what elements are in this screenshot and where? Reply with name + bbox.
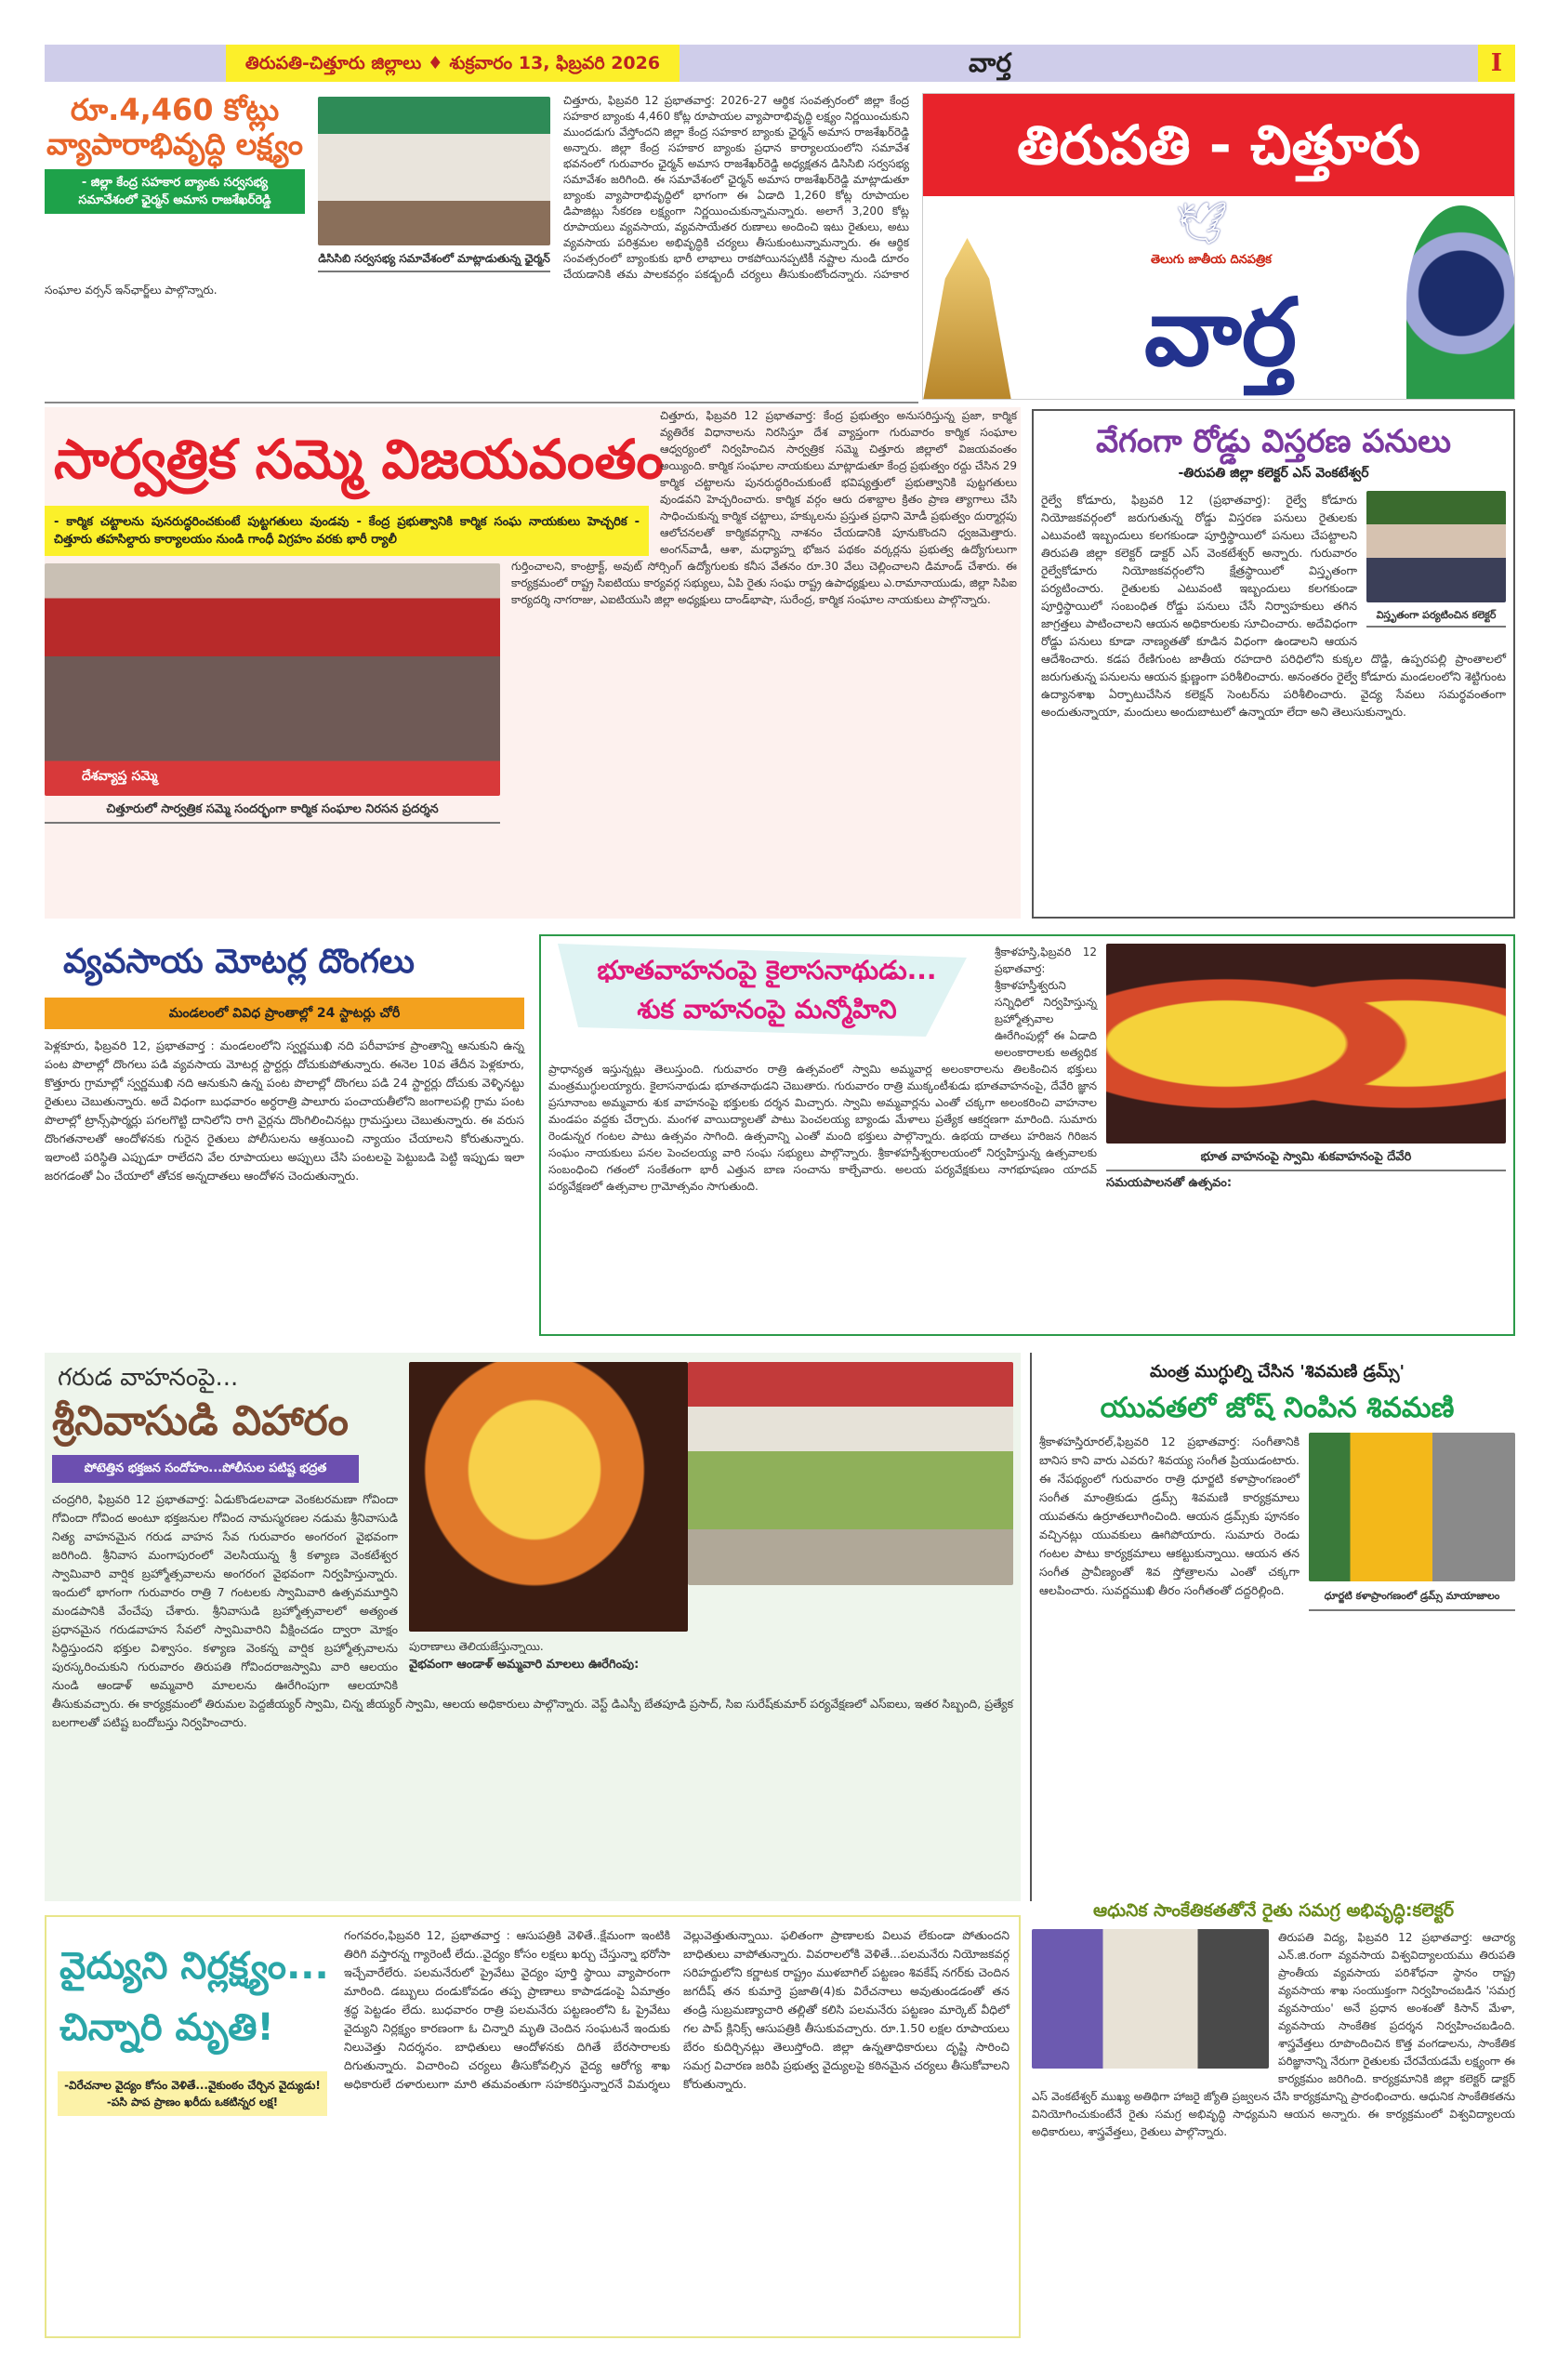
doctor-body: గంగవరం,ఫిబ్రవరి 12, ప్రభాతవార్త : ఆసుపత్రికి వెళితే..క్షేమంగా ఇంటికి తిరిగి వస్తారన్న గ్యారెంటీ లేదు..వైద్యం కోసం లక్షలు ఖర్చు చేస్తున్నా భరోసా ఇచ్చేవారేలేరు. పలమనేరులో ప్రైవేటు వైద్యం పూర్తి స్థాయి వ్యాపారంగా మారింది. డబ్బులు దండుకోవడం తప్ప ప్రాణాలు కాపాడడంపై ఏమాత్రం శ్రద్ధ పెట్టడం లేదు. బుధవారం రాత్రి పలమనేరు పట్టణంలోని ఓ ప్రైవేటు వైద్యుని నిర్లక్ష్యం కారణంగా ఓ చిన్నారి మృతి చెందిన సంఘటనే ఇందుకు నిలువెత్తు నిదర్శనం. బాధితులు ఆందోళనకు దిగితే బేరసారాలకు దిగుతున్నారు. విచారించి చర్యలు తీసుకోవల్సిన వైద్య ఆరోగ్య శాఖ అధికారులే దళారులుగా మారి తమవంతుగా సహకరిస్తున్నారనే విమర్శలు వెల్లువెత్తుతున్నాయి. ఫలితంగా ప్రాణాలకు విలువ లేకుండా పోతుందని బాధితులు వాపోతున్నారు. వివరాలలోకి వెళితే...పలమనేరు నియోజకవర్గ సరిహద్దులోని కర్ణాటక రాష్ట్రం ముళబాగిల్ పట్టణం శివకేష్ నగర్‌కు చెందిన జగదీష్ తన కుమార్తె ప్రజాతి(4)కు విరేచనాలు అవుతుండడంతో తన తండ్రి సుబ్రమణ్యాచారి తల్లితో కలిసి పలమనేరు పట్టణం మార్కెట్ వీధిలో గల పాప్ క్లినిక్స్ ఆసుపత్రికి తీసుకువచ్చారు. రూ.1.50 లక్షల రూపాయలు బేరం కుదిర్చినట్లు తెలుస్తోంది. జిల్లా ఉన్నతాధికారులు దృష్టి సారించి సమగ్ర విచారణ జరిపి ప్రభుత్వ వైద్యులపై కఠినమైన చర్యలు తీసుకోవాలని కోరుతున్నారు. [344, 1928, 1009, 2091]
garuda-body: చంద్రగిరి, ఫిబ్రవరి 12 ప్రభాతవార్త: ఏడుకొండలవాడా వెంకటరమణా గోవిందా గోవిందా గోవింద అంటూ భక్తజనుల గోవింద నామస్మరణల నడుమ శ్రీనివాసుడి నిత్య వాహనమైన గరుడ వాహన సేవ గురువారం అంగరంగ వైభవంగా జరిగింది. శ్రీనివాస మంగాపురంలో వెలసియున్న శ్రీ కళ్యాణ వెంకటేశ్వర స్వామివారి వార్షిక బ్రహ్మోత్సవాలను అంగరంగ వైభవంగా నిర్వహిస్తున్నారు. ఇందులో భాగంగా గురువారం రాత్రి 7 గంటలకు స్వామివారి ఉత్సవమూర్తిని మండపానికి వేంచేపు చేశారు. శ్రీనివాసుడి బ్రహ్మోత్సవాలలో అత్యంత ప్రధానమైన గరుడవాహన సేవలో స్వామివారిని వీక్షించడం ద్వారా మోక్షం సిద్ధిస్తుందని భక్తుల విశ్వాసం. కళ్యాణ వెంకన్న వార్షిక బ్రహ్మోత్సవాలను పురస్కరించుకుని గురువారం తిరుపతి గోవిందరాజస్వామి వారి ఆలయం నుండి ఆండాళ్ అమ్మవారి మాలలను ఊరేగింపుగా ఆలయానికి తీసుకువచ్చారు. ఈ కార్యక్రమంలో తిరుమల పెద్దజీయ్యర్ స్వామి, చిన్న జీయ్యర్ స్వామి, ఆలయ అధికారులు పాల్గొన్నారు. వెస్ట్ డిఎస్పీ బేతపూడి ప్రసాద్, సిఐ సురేష్‌కుమార్ పర్యవేక్షణలో ఎస్ఐలు, ఇతర సిబ్బంది, ప్రత్యేక బలగాలతో పటిష్ట బందోబస్తు నిర్వహించారు. [52, 1492, 1013, 1729]
vahanam-photo [1106, 944, 1506, 1144]
bank-headline-block [45, 93, 305, 214]
kisan-mela-photo [1032, 1929, 1269, 2069]
devotees-group-photo [688, 1362, 1013, 1585]
headline-line: వైద్యుని నిర్లక్ష్యం... [59, 1945, 329, 1988]
road-headline: వేగంగా రోడ్డు విస్తరణ పనులు [1095, 423, 1452, 460]
bank-headline [45, 93, 305, 162]
strike-headline-block [45, 407, 664, 556]
page-number: I [1478, 45, 1515, 82]
rally-banner-text: దేశవ్యాప్త సమ్మె [82, 769, 158, 784]
strike-headline: సార్వత్రిక సమ్మె విజయవంతం [54, 428, 664, 491]
kailasa-body: శ్రీకాళహస్తి,ఫిబ్రవరి 12 ప్రభాతవార్త: శ్రీకాళహస్తీశ్వరుని సన్నిధిలో నిర్వహిస్తున్న బ్రహ్మోత్సవాల ఊరేగింపుల్లో ఈ ఏడాది అలంకారాలకు అత్యధిక ప్రాధాన్యత ఇస్తున్నట్లు తెలుస్తుంది. గురువారం రాత్రి ఉత్సవంలో స్వామి అమ్మవార్ల అలంకారాలను తిలకించిన భక్తులు మంత్రముగ్ధులయ్యారు. కైలాసనాథుడు భూతనాథుడని చెబుతారు. గురువారం రాత్రి ముక్కంటీశుడు భూతవాహనంపై, దేవేరి జ్ఞాన ప్రసూనాంబ అమ్మవారు శుక వాహనంపై భక్తులకు దర్శన మిచ్చారు. స్వామి అమ్మవార్లను ఎంతో చక్కగా అలంకరించి వాహనాల మండపం వద్దకు చేర్చారు. మంగళ వాయిద్యాలతో పాటు పెంచలయ్య బ్యాండు మేళాలు ప్రత్యేక ఆకర్షణగా మారింది. సుమారు రెండున్నర గంటల పాటు ఉత్సవం సాగింది. ఉత్సవాన్ని ఎంతో మంది భక్తులు పాల్గొన్నారు. ఉభయ దాతలు హరిజన గిరిజన సంఘం నాయకులు పనల పెంచలయ్య వారి సంఘ సభ్యులు పాల్గొన్నారు. శ్రీకాళహస్తీశ్వరాలయంలో నిర్వహిస్తున్న ఉత్సవాలకు సంబంధించి గతంలో సంకేతంగా భారీ ఎత్తున బాణ సంచాను కాల్చేవారు. అలయ పర్యవేక్షకులు నాగభూషణం యాదవ్ పర్యవేక్షణలో ఉత్సవాల గ్రామోత్సవం సాగుతుంది. [548, 945, 1097, 1193]
masthead-title: తిరుపతి - చిత్తూరు [923, 94, 1514, 196]
collector-photo-caption: విస్తృతంగా పర్యటించిన కలెక్టర్ [1366, 608, 1506, 628]
strike-subhead: - కార్మిక చట్టాలను పునరుద్ధరించకుంటే పుట్టగతులు వుండవు - కేంద్ర ప్రభుత్వానికి కార్మిక సంఘ నాయకులు హెచ్చరిక - చిత్తూరు తహసిల్దారు కార్యాలయం నుండి గాంధీ విగ్రహం వరకు భారీ ర్యాలీ [45, 506, 649, 556]
collector-photo-block [1366, 491, 1506, 628]
headline-line: రూ.4,460 కోట్లు [70, 92, 280, 127]
sivamani-body: శ్రీకాళహస్తిరూరల్,ఫిబ్రవరి 12 ప్రభాతవార్త: సంగీతానికి బానిస కాని వారు ఎవరు? శివయ్య సంగీత ప్రియుడంటారు. ఈ నేపథ్యంలో గురువారం రాత్రి ధూర్జటి కళాప్రాంగణంలో సంగీత మాంత్రికుడు డ్రమ్స్ శివమణి కార్యక్రమాలు యువతను ఉర్రూతలూగించింది. ఆయన డ్రమ్స్‌కు పూనకం వచ్చినట్లు యువకులు ఊగిపోయారు. సుమారు రెండు గంటల పాటు కార్యక్రమాలు ఆకట్టుకున్నాయి. ఆయన తన సంగీత ప్రావీణ్యంతో శివ స్తోత్రాలను ఎంతో చక్కగా ఆలపించారు. సువర్ణముఖి తీరం సంగీతంతో దద్దరిల్లింది. [1039, 1434, 1300, 1597]
headline-line: వ్యాపారాభివృద్ధి లక్ష్యం [46, 126, 303, 162]
motors-body: పెళ్లకూరు, ఫిబ్రవరి 12, ప్రభాతవార్త : మండలంలోని స్వర్ణముఖి నది పరీవాహక ప్రాంతాన్ని ఆనుకుని ఉన్న పంట పొలాల్లో దొంగలు పడి వ్యవసాయ మోటర్ల స్టార్టర్లు దోచుకుపోతున్నారు. ఈనెల 10వ తేదీన పెళ్లకూరు, కొత్తూరు గ్రామాల్లో స్వర్ణముఖి నది ఆనుకుని ఉన్న పంట పొలాల్లో దొంగలు పడి 24 స్టార్టర్లు దోచుకు వెళ్ళినట్టు రైతులు చెబుతున్నారు. అదే విధంగా బుధవారం అర్ధరాత్రి పాలూరు పంచాయతీలోని జంగాలపల్లి గ్రామ పంట పొలాల్లో ట్రాన్స్‌ఫార్మర్లు పగలగొట్టి దానిలోని రాగి వైర్లను దొంగిలించినట్లు గ్రామస్తులు చెబుతున్నారు. ఈ వరుస దొంగతనాలతో ఆందోళనకు గురైన రైతులు పోలీసులను ఆశ్రయించి న్యాయం చేయాలని కోరుతున్నారు. ఇలాంటి పరిస్థితి ఎప్పుడూ రాలేదని వేల రూపాయలు అప్పులు చేసి పంటలపై పెట్టుబడి పెట్టి ఇప్పుడు ఇలా జరగడంతో ఏం చేయాలో తోచక అన్నదాతలు ఆందోళన చెందుతున్నారు. [45, 1038, 524, 1183]
rally-photo-caption: చిత్తూరులో సార్వత్రిక సమ్మె సందర్భంగా కార్మిక సంఘాల నిరసన ప్రదర్శన [45, 801, 500, 824]
drummer-photo-caption: ధూర్జటి కళాప్రాంగణంలో డ్రమ్స్ మాయాజాలం [1309, 1587, 1515, 1611]
motors-headline: వ్యవసాయ మోటర్ల దొంగలు [63, 943, 415, 981]
garuda-headline: శ్రీనివాసుడి విహారం [52, 1397, 349, 1445]
subhead-line: -పసి పాప ప్రాణం ఖరీదు ఒకటిన్నర లక్ష! [106, 2096, 279, 2109]
dateline: తిరుపతి-చిత్తూరు జిల్లాలు ♦ శుక్రవారం 13, ఫిబ్రవరి 2026 [226, 45, 680, 82]
vahanam-photo-block [1106, 944, 1506, 1192]
garuda-photos-block [409, 1362, 1013, 1674]
shiva-lingam-image [1406, 205, 1515, 400]
rally-photo [45, 563, 500, 796]
garuda-vahanam-photo [409, 1362, 688, 1632]
drummer-photo-block [1309, 1433, 1515, 1611]
bank-photo-block [318, 97, 550, 272]
kailasa-subheading: సమయపాలనతో ఉత్సవం: [1106, 1176, 1233, 1190]
doctor-headline [59, 1936, 329, 2058]
drummer-photo [1309, 1433, 1515, 1581]
kailasa-flow [541, 936, 1513, 1202]
strike-body: చిత్తూరు, ఫిబ్రవరి 12 ప్రభాతవార్త: కేంద్ర ప్రభుత్వం అనుసరిస్తున్న ప్రజా, కార్మిక వ్యతిరేక విధానాలను నిరసిస్తూ దేశ వ్యాప్తంగా గురువారం కార్మిక సంఘాల ఆధ్వర్యంలో నిర్వహించిన సార్వత్రిక సమ్మె చిత్తూరు జిల్లాలో విజయవంతం అయ్యింది. కార్మిక సంఘాల నాయకులు మాట్లాడుతూ కేంద్ర ప్రభుత్వం రద్దు చేసిన 29 కార్మిక చట్టాలను పునరుద్ధరించుకుంటే భవిష్యత్తులో ప్రభుత్వానికి పుట్టగతులు వుండవని హెచ్చరించారు. కార్మిక వర్గం ఆరు దశాబ్దాల క్రితం ప్రాణ త్యాగాలు చేసి సాధించుకున్న కార్మిక చట్టాలు, హక్కులను ప్రస్తుత ప్రధాని మోడీ ప్రభుత్వం దుర్మార్గపు ఆలోచనలతో కార్మికవర్గాన్ని నాశనం చేయడానికి పూనుకొందని ధ్వజమెత్తారు. అంగన్‌వాడీ, ఆశా, మధ్యాహ్న భోజన పథకం వర్కర్లను ప్రభుత్వ ఉద్యోగులుగా గుర్తించాలని, కాంట్రాక్ట్, అవుట్ సోర్సింగ్ ఉద్యోగులకు కనీస వేతనం రూ.30 వేలు చెల్లించాలని డిమాండ్ చేశారు. ఈ కార్యక్రమంలో రాష్ట్ర సిఐటియు కార్యవర్గ సభ్యులు, ఏపి రైతు సంఘ రాష్ట్ర ఉపాధ్యక్షులు ఎ.రామానాయుడు, జిల్లా సిపిఐ కార్యదర్శి నాగరాజు, ఎఐటియుసి జిల్లా అధ్యక్షులు దాండ్‌భాషా, సురేంద్ర, కార్మిక సంఘాల నాయకులు పాల్గొన్నారు. [511, 409, 1017, 606]
headline-line: భూతవాహనంపై కైలాసనాథుడు... [597, 955, 937, 985]
bank-body: చిత్తూరు, ఫిబ్రవరి 12 ప్రభాతవార్త: 2026-27 ఆర్థిక సంవత్సరంలో జిల్లా కేంద్ర సహకార బ్యాంకు 4,460 కోట్ల రూపాయల వ్యాపారాభివృద్ధి లక్ష్యం నిర్ణయించుకుని ముందడుగు వేస్తోందని జిల్లా కేంద్ర సహకార బ్యాంకు ఛైర్మన్ అమాస రాజశేఖర్‌రెడ్డి అన్నారు. జిల్లా కేంద్ర సహకార బ్యాంకు ప్రధాన కార్యాలయంలోని సమావేశ భవనంలో గురువారం ఛైర్మన్ అమాస రాజశేఖర్‌రెడ్డి అధ్యక్షతన డిసిసిబి సర్వసభ్య సమావేశం జరిగింది. ఈ సమావేశంలో ఛైర్మన్ అమాస రాజశేఖర్‌రెడ్డి మాట్లాడుతూ బ్యాంకు వ్యాపారాభివృద్ధిలో భాగంగా ఈ ఏడాది 1,260 కోట్ల రూపాయల డిపాజిట్లు సేకరణ లక్ష్యంగా నిర్ణయించుకున్నామన్నారు. అలాగే 3,200 కోట్ల రూపాయలు వ్యవసాయ, వ్యవసాయేతర రుణాలు అందించి ఇటు రైతులు, అటు వ్యవసాయ పరిశ్రమల అభివృద్ధికి చర్యలు తీసుకుంటున్నామన్నారు. ఈ ఆర్థిక సంవత్సరంలో బ్యాంకుకు భారీ లాభాలు రాకపోయినప్పటికీ నష్టాల నుండి దూరం చేయడానికి తమ పాలకవర్గం పకడ్బందీ చర్యలు తీసుకుంటోందన్నారు. సహకార సంఘాల వర్సన్ ఇన్‌ఛార్జ్‌లు పాల్గొన్నారు. [45, 94, 909, 297]
farmer-flow [1032, 1929, 1515, 2141]
sivamani-flow [1039, 1433, 1515, 1600]
strike-photo-block [45, 563, 500, 824]
bank-meeting-photo [318, 97, 550, 245]
dove-icon: 🕊 [1176, 200, 1228, 247]
subhead-line: -విరేచనాల వైద్యం కోసం వెళితే...వైకుంఠం చేర్చిన వైద్యుడు! [64, 2079, 321, 2092]
strike-story [45, 407, 1017, 824]
garuda-flow [45, 1353, 1021, 1741]
masthead [922, 93, 1515, 400]
vahanam-photo-caption: భూత వాహనంపై స్వామి శుకవాహనంపై దేవేరి [1106, 1149, 1506, 1171]
masthead-tagline: తెలుగు జాతీయ దినపత్రిక [1151, 253, 1272, 267]
road-story [1032, 409, 1515, 919]
garuda-subheading: వైభవంగా ఆండాళ్ అమ్మవారి మాలలు ఊరేగింపు: [409, 1658, 640, 1672]
road-body: రైల్వే కోడూరు, ఫిబ్రవరి 12 (ప్రభాతవార్త): రైల్వే కోడూరు నియోజకవర్గంలో జరుగుతున్న రోడ్డు విస్తరణ పనులు రైతులకు ఎటువంటి ఇబ్బందులు కలగకుండా పూర్తిస్థాయిలో పనులు చేపట్టాలని తిరుపతి జిల్లా కలెక్టర్ డాక్టర్ ఎస్ వెంకటేశ్వర్ అన్నారు. గురువారం రైల్వేకోడూరు నియోజకవర్గంలోని క్షేత్రస్థాయిలో విస్తృతంగా పర్యటించారు. రైతులకు ఎటువంటి ఇబ్బందులు కలగకుండా పూర్తిస్థాయిలో సంబంధిత రోడ్డు పనులు చేసే నిర్వాహకులు తగిన జాగ్రత్తలు పాటించాలని ఆయన అధికారులకు సూచించారు. అదేవిధంగా రోడ్డు పనులు కూడా నాణ్యతతో కూడిన విధంగా ఉండాలని ఆయన ఆదేశించారు. కడప రేణిగుంట జాతీయ రహదారి పరిధిలోని కుక్కల దొడ్డి, ఉప్పరపల్లి ప్రాంతాలలో జరుగుతున్న పనులను ఆయన క్షుణ్ణంగా పరిశీలించారు. అనంతరం రైల్వే కోడూరు మండలంలోని శెట్టిగుంట ఉద్యానశాఖ ఏర్పాటుచేసిన కలెక్షన్ సెంటర్‌ను పరిశీలించారు. వైద్య సేవలు సమర్థవంతంగా అందుతున్నాయా, మందులు అందుబాటులో ఉన్నాయా లేదా అని తెలుసుకున్నారు. [1041, 493, 1506, 720]
kailasa-story [539, 934, 1515, 1336]
headline-line: శుక వాహనంపై మన్మోహిని [637, 994, 897, 1025]
bank-photo-caption: డిసిసిబి సర్వసభ్య సమావేశంలో మాట్లాడుతున్న ఛైర్మన్ [318, 251, 550, 272]
farmer-body: తిరుపతి విద్య, ఫిబ్రవరి 12 ప్రభాతవార్త: ఆచార్య ఎన్.జి.రంగా వ్యవసాయ విశ్వవిద్యాలయము తిరుపతి ప్రాంతీయ వ్యవసాయ పరిశోధనా స్థానం రాష్ట్ర వ్యవసాయ శాఖ సంయుక్తంగా నిర్వహించబడిన 'సమగ్ర వ్యవసాయం' అనే ప్రధాన అంశంతో కిసాన్ మేళా, వ్యవసాయ సాంకేతిక ప్రదర్శన నిర్వహించబడింది. శాస్త్రవేత్తలు రూపొందించిన కొత్త వంగడాలను, సాంకేతిక పరిజ్ఞానాన్ని నేరుగా రైతులకు చేరవేయడమే లక్ష్యంగా ఈ కార్యక్రమం జరిగింది. కార్యక్రమానికి జిల్లా కలెక్టర్ డాక్టర్ ఎస్ వెంకటేశ్వర్ ముఖ్య అతిథిగా హాజరై జ్యోతి ప్రజ్వలన చేసి కార్యక్రమాన్ని ప్రారంభించారు. ఆధునిక సాంకేతికతను వినియోగించుకుంటేనే రైతు సమగ్ర అభివృద్ధి సాధ్యమని ఆయన అన్నారు. ఈ కార్యక్రమంలో విశ్వవిద్యాలయ అధికారులు, శాస్త్రవేత్తలు, రైతులు పాల్గొన్నారు. [1032, 1930, 1515, 2138]
bank-subhead: - జిల్లా కేంద్ర సహకార బ్యాంకు సర్వసభ్య సమావేశంలో ఛైర్మన్ అమాస రాజశేఖర్‌రెడ్డి [45, 169, 305, 214]
road-body-wrap [1034, 483, 1513, 728]
bank-story [45, 93, 909, 298]
farmer-headline: ఆధునిక సాంకేతికతతోనే రైతు సమగ్ర అభివృద్ధి:కలెక్టర్ [1092, 1900, 1455, 1921]
farmer-story [1032, 1901, 1515, 2338]
sivamani-kicker: మంత్ర ముగ్ధుల్ని చేసిన 'శివమణి డ్రమ్స్' [1149, 1362, 1405, 1382]
headline-line: చిన్నారి మృతి! [59, 2006, 274, 2049]
kailasa-headline [548, 944, 985, 1029]
sivamani-story [1030, 1353, 1515, 1901]
doctor-story [45, 1915, 1021, 2338]
motors-subhead: మండలంలో వివిధ ప్రాంతాల్లో 24 స్టాటర్లు చోరీ [45, 998, 524, 1029]
garuda-photo-caption: పురాణాలు తెలియజేస్తున్నాయి. [409, 1640, 544, 1653]
divider [45, 402, 918, 403]
temple-tower-image [923, 238, 1011, 400]
garuda-photos-row [409, 1362, 1013, 1632]
sivamani-headline: యువతలో జోష్ నింపిన శివమణి [1100, 1392, 1455, 1424]
road-byline: -తిరుపతి జిల్లా కలెక్టర్ ఎస్ వెంకటేశ్వర్ [1178, 466, 1369, 482]
garuda-headline-block [52, 1362, 359, 1490]
garuda-subhead: పోటెత్తిన భక్తజన సందోహం...పోలీసుల పటిష్ట భద్రత [52, 1455, 359, 1483]
doctor-subhead [58, 2071, 327, 2116]
garuda-kicker: గరుడ వాహనంపై... [58, 1364, 239, 1392]
motors-story [45, 930, 524, 1339]
masthead-logo: వార్త [1143, 278, 1298, 387]
header-logo: వార్త [969, 47, 1011, 78]
garuda-story [45, 1353, 1021, 1901]
collector-photo [1366, 491, 1506, 602]
kailasa-headline-block [548, 944, 985, 1046]
